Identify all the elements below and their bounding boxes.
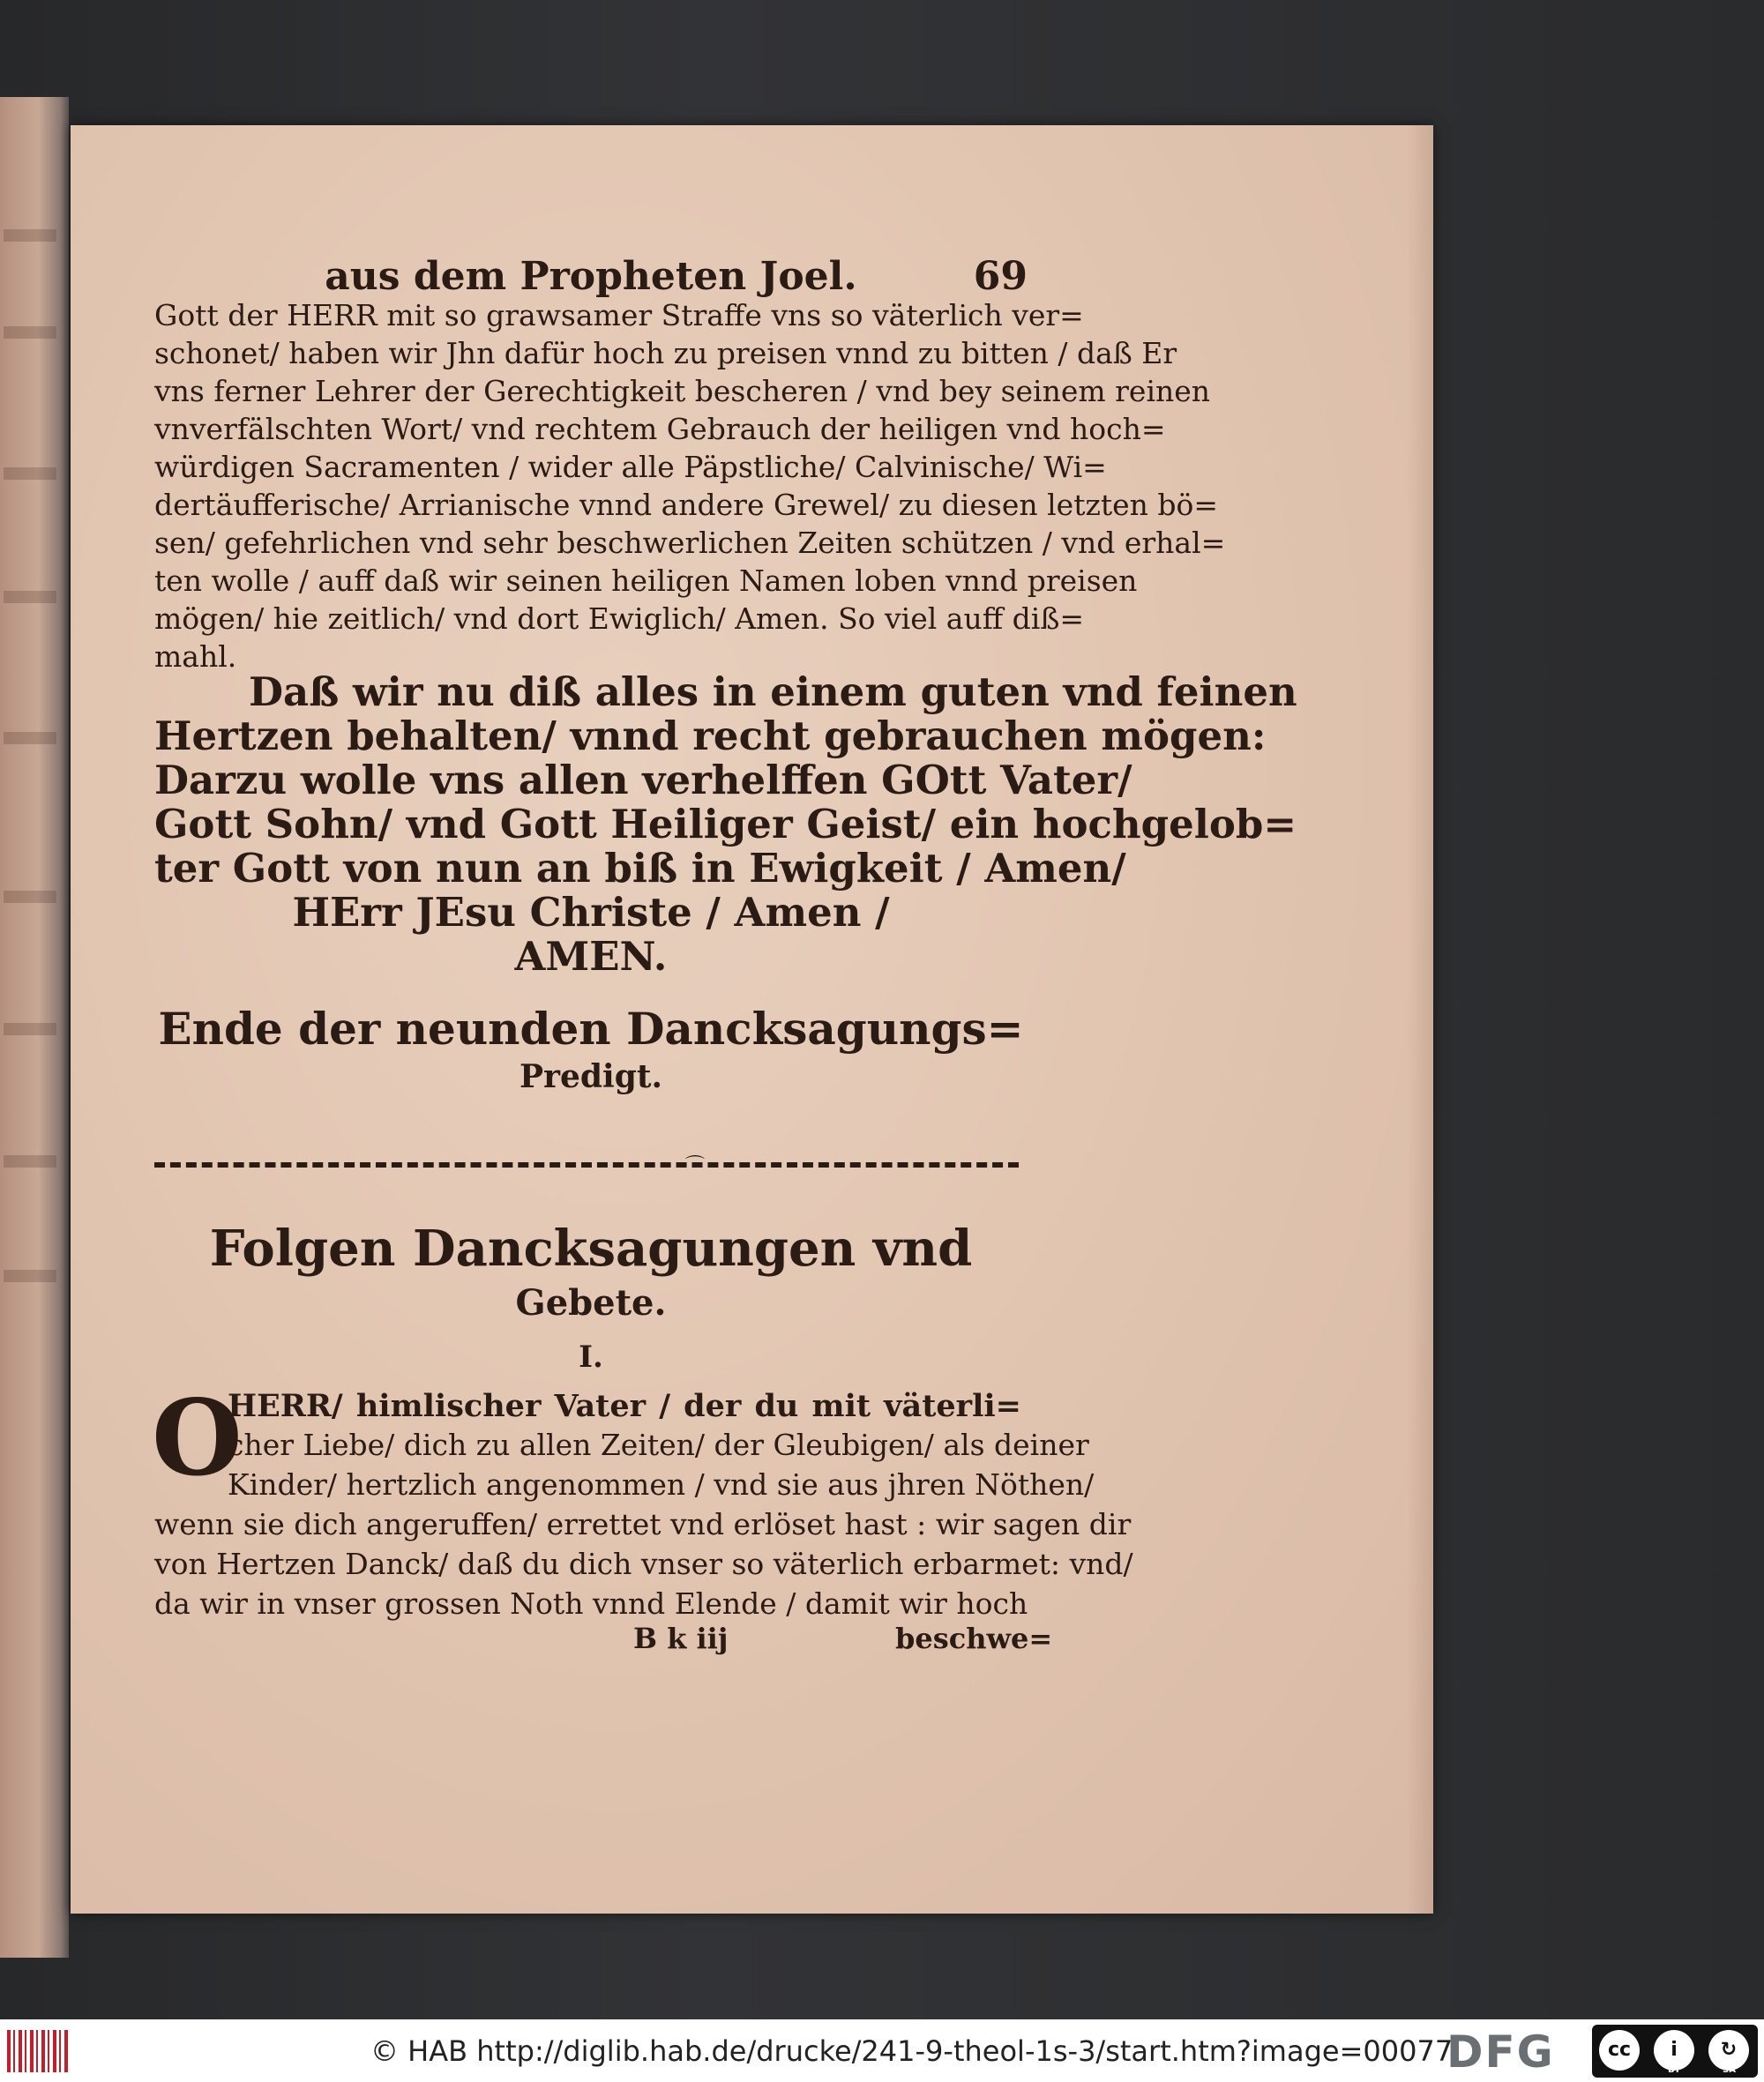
cc-license-badge[interactable]	[1592, 2025, 1758, 2078]
dfg-logo: DFG	[1446, 2026, 1555, 2078]
prayer-line: cher Liebe/ dich zu allen Zeiten/ der Gleubigen/ als deiner	[228, 1428, 1089, 1462]
hab-barcode-logo	[7, 2030, 71, 2072]
prayer-line: da wir in vnser grossen Noth vnnd Elende / damit wir hoch	[154, 1586, 1028, 1621]
rule-ornament: ⌒	[685, 1155, 706, 1177]
running-head	[154, 254, 1028, 299]
prayer-line: wenn sie dich angeruffen/ errettet vnd erlöset hast : wir sagen dir	[154, 1507, 1132, 1541]
prayer-line: von Hertzen Danck/ daß du dich vnser so väterlich erbarmet: vnd/	[154, 1547, 1133, 1581]
prayer-line: HERR/ himlischer Vater / der du mit väterli=	[228, 1388, 1021, 1424]
closing-line: Daß wir nu diß alles in einem guten vnd feinen	[249, 668, 1297, 715]
body-line: mahl.	[154, 639, 237, 674]
sa-label: SA	[1723, 2065, 1736, 2075]
section-heading: Folgen Dancksagungen vnd	[209, 1220, 973, 1278]
previous-page-edge	[0, 97, 69, 1958]
end-heading: Ende der neunden Dancksagungs=	[158, 1003, 1024, 1055]
cc-icon: cc	[1599, 2030, 1640, 2071]
catchword: beschwe=	[895, 1622, 1053, 1655]
page-number: 69	[973, 254, 1028, 299]
bleed-through-mark	[4, 732, 56, 744]
running-head-title: aus dem Propheten Joel.	[325, 254, 857, 299]
bleed-through-mark	[4, 229, 56, 242]
closing-line: ter Gott von nun an biß in Ewigkeit / Amen/	[154, 845, 1126, 892]
attribution-icon: i	[1654, 2030, 1694, 2071]
body-line: schonet/ haben wir Jhn dafür hoch zu preisen vnnd zu bitten / daß Er	[154, 336, 1177, 370]
body-line: sen/ gefehrlichen vnd sehr beschwerlichen Zeiten schützen / vnd erhal=	[154, 526, 1226, 560]
section-number: I.	[579, 1339, 603, 1375]
body-line: dertäufferische/ Arrianische vnnd andere Grewel/ zu diesen letzten bö=	[154, 488, 1219, 522]
bleed-through-mark	[4, 326, 56, 339]
end-heading-subline: Predigt.	[519, 1058, 663, 1095]
prayer-line: Kinder/ hertzlich angenommen / vnd sie aus jhren Nöthen/	[228, 1467, 1095, 1502]
body-line: mögen/ hie zeitlich/ vnd dort Ewiglich/ Amen. So viel auff diß=	[154, 601, 1085, 636]
bleed-through-mark	[4, 1023, 56, 1035]
share-alike-icon: ↻	[1708, 2030, 1749, 2071]
body-line: ten wolle / auff daß wir seinen heiligen Namen loben vnnd preisen	[154, 563, 1138, 598]
bleed-through-mark	[4, 891, 56, 903]
body-line: Gott der HERR mit so grawsamer Straffe vns so väterlich ver=	[154, 298, 1084, 332]
footer-bar	[0, 2019, 1764, 2082]
bleed-through-mark	[4, 1270, 56, 1282]
drop-cap: O	[152, 1377, 243, 1499]
bleed-through-mark	[4, 467, 56, 480]
closing-line: Darzu wolle vns allen verhelffen GOtt Vater/	[154, 757, 1132, 803]
closing-line: Hertzen behalten/ vnnd recht gebrauchen mögen:	[154, 713, 1267, 759]
by-label: BY	[1668, 2065, 1681, 2075]
body-line: vns ferner Lehrer der Gerechtigkeit bescheren / vnd bey seinem reinen	[154, 374, 1211, 408]
copyright-url[interactable]: © HAB http://diglib.hab.de/drucke/241-9-theol-1s-3/start.htm?image=00077	[370, 2034, 1454, 2068]
section-heading-subline: Gebete.	[515, 1282, 667, 1324]
closing-line: Gott Sohn/ vnd Gott Heiliger Geist/ ein hochgelob=	[154, 801, 1297, 847]
closing-line: HErr JEsu Christe / Amen /	[292, 889, 890, 936]
bleed-through-mark	[4, 1155, 56, 1168]
signature-mark: B k iij	[633, 1622, 729, 1655]
body-line: würdigen Sacramenten / wider alle Päpstliche/ Calvinische/ Wi=	[154, 450, 1107, 484]
ornamental-rule	[154, 1162, 1019, 1176]
closing-amen: AMEN.	[514, 933, 668, 980]
body-line: vnverfälschten Wort/ vnd rechtem Gebrauch der heiligen vnd hoch=	[154, 412, 1166, 446]
bleed-through-mark	[4, 591, 56, 603]
